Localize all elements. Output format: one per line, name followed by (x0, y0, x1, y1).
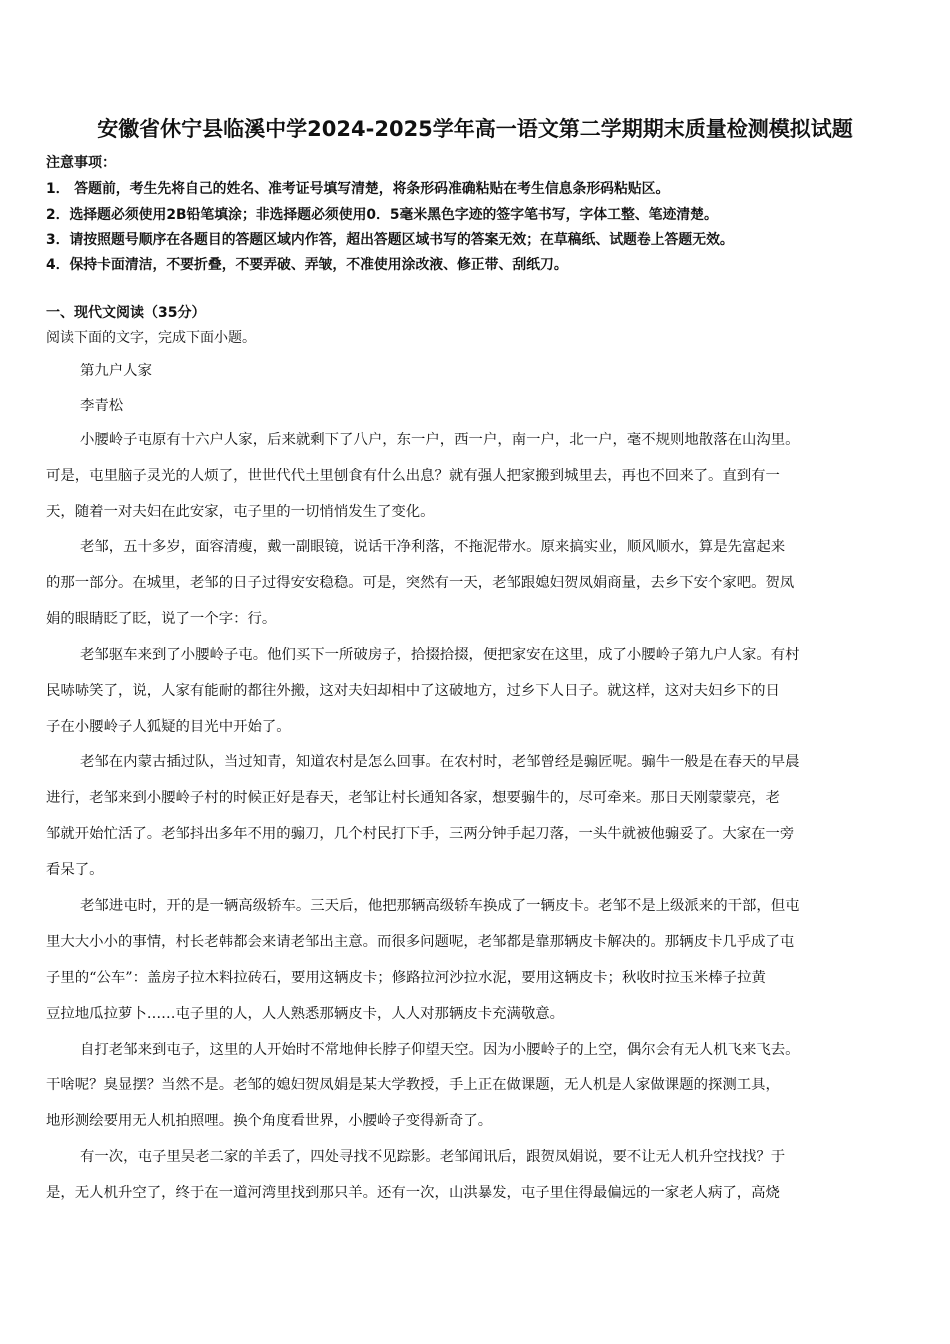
story-line: 天，随着一对夫妇在此安家，屯子里的一切悄悄发生了变化。 (46, 504, 435, 520)
story-line: 干啥呢？臭显摆？当然不是。老邹的媳妇贺凤娟是某大学教授，手上正在做课题，无人机是人家做课题的探测工具， (46, 1077, 780, 1093)
story-line: 自打老邹来到屯子，这里的人开始时不常地伸长脖子仰望天空。因为小腰岭子的上空，偶尔会有无人机飞来飞去。 (80, 1042, 800, 1058)
story-line: 里大大小小的事情，村长老韩都会来请老邹出主意。而很多问题呢，老邹都是靠那辆皮卡解决的。那辆皮卡几乎成了屯 (46, 934, 795, 950)
story-line: 老邹进屯时，开的是一辆高级轿车。三天后，他把那辆高级轿车换成了一辆皮卡。老邹不是上级派来的干部，但屯 (80, 898, 800, 914)
story-line: 邹就开始忙活了。老邹抖出多年不用的骟刀，几个村民打下手，三两分钟手起刀落，一头牛就被他骟妥了。大家在一旁 (46, 826, 795, 842)
notice-heading: 注意事项： (46, 155, 116, 171)
story-line: 豆拉地瓜拉萝卜……屯子里的人，人人熟悉那辆皮卡，人人对那辆皮卡充满敬意。 (46, 1006, 565, 1022)
story-line: 是，无人机升空了，终于在一道河湾里找到那只羊。还有一次，山洪暴发，屯子里住得最偏远的一家老人病了，高烧 (46, 1185, 780, 1201)
notice-item: 1． 答题前，考生先将自己的姓名、准考证号填写清楚，将条形码准确粘贴在考生信息条形码粘贴区。 (46, 181, 670, 197)
notice-item: 3．请按照题号顺序在各题目的答题区域内作答，超出答题区域书写的答案无效；在草稿纸、试题卷上答题无效。 (46, 232, 734, 248)
story-line: 有一次，屯子里吴老二家的羊丢了，四处寻找不见踪影。老邹闻讯后，跟贺凤娟说，要不让无人机升空找找？于 (80, 1149, 786, 1165)
story-line: 老邹驱车来到了小腰岭子屯。他们买下一所破房子，拾掇拾掇，便把家安在这里，成了小腰岭子第九户人家。有村 (80, 647, 800, 663)
notice-item: 4．保持卡面清洁，不要折叠，不要弄破、弄皱，不准使用涂改液、修正带、刮纸刀。 (46, 257, 568, 273)
story-title: 第九户人家 (80, 363, 152, 379)
story-line: 子里的“公车”：盖房子拉木料拉砖石，要用这辆皮卡；修路拉河沙拉水泥，要用这辆皮卡；秋收时拉玉米棒子拉黄 (46, 970, 766, 986)
story-line: 的那一部分。在城里，老邹的日子过得安安稳稳。可是，突然有一天，老邹跟媳妇贺凤娟商量，去乡下安个家吧。贺凤 (46, 575, 795, 591)
story-line: 娟的眼睛眨了眨，说了一个字：行。 (46, 611, 277, 627)
story-line: 看呆了。 (46, 862, 104, 878)
reading-instruction: 阅读下面的文字，完成下面小题。 (46, 330, 256, 346)
page-title: 安徽省休宁县临溪中学2024-2025学年高一语文第二学期期末质量检测模拟试题 (97, 117, 853, 141)
story-line: 进行，老邹来到小腰岭子村的时候正好是春天，老邹让村长通知各家，想要骟牛的，尽可牵来。那日天刚蒙蒙亮，老 (46, 790, 780, 806)
notice-item: 2．选择题必须使用2B铅笔填涂；非选择题必须使用0．5毫米黑色字迹的签字笔书写，字体工整、笔迹清楚。 (46, 207, 718, 223)
story-line: 民哧哧笑了，说，人家有能耐的都往外搬，这对夫妇却相中了这破地方，过乡下人日子。就这样，这对夫妇乡下的日 (46, 683, 780, 699)
story-author: 李青松 (80, 398, 124, 414)
section-heading: 一、现代文阅读（35分） (46, 305, 206, 321)
story-line: 子在小腰岭子人狐疑的目光中开始了。 (46, 719, 291, 735)
story-line: 小腰岭子屯原有十六户人家，后来就剩下了八户，东一户，西一户，南一户，北一户，毫不规则地散落在山沟里。 (80, 432, 800, 448)
story-line: 可是，屯里脑子灵光的人烦了，世世代代土里刨食有什么出息？就有强人把家搬到城里去，再也不回来了。直到有一 (46, 468, 780, 484)
story-line: 老邹在内蒙古插过队，当过知青，知道农村是怎么回事。在农村时，老邹曾经是骟匠呢。骟牛一般是在春天的早晨 (80, 754, 800, 770)
story-line: 老邹，五十多岁，面容清瘦，戴一副眼镜，说话干净利落，不拖泥带水。原来搞实业，顺风顺水，算是先富起来 (80, 539, 786, 555)
story-line: 地形测绘要用无人机拍照哩。换个角度看世界，小腰岭子变得新奇了。 (46, 1113, 493, 1129)
